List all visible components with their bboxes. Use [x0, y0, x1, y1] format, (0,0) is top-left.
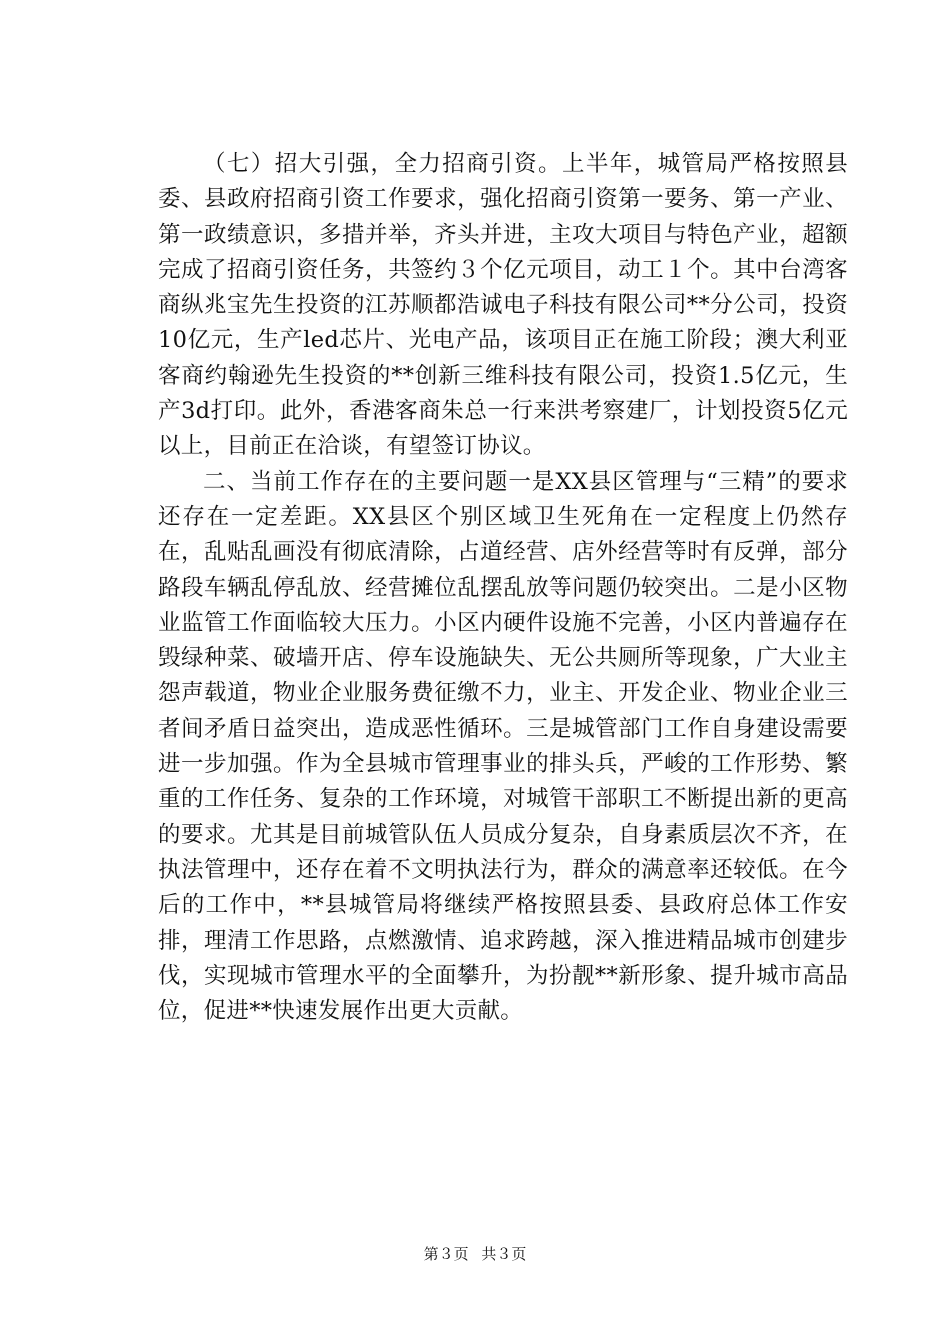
page-footer: [0, 1244, 950, 1264]
document-body: [158, 147, 848, 1029]
page-total: 共３页: [481, 1245, 527, 1263]
paragraph-main-problems: 二、当前工作存在的主要问题一是XX县区管理与“三精”的要求还存在一定差距。XX县区个别区域卫生死角在一定程度上仍然存在，乱贴乱画没有彻底清除，占道经营、店外经营等时有反弹，部分路段车辆乱停乱放、经营摊位乱摆乱放等问题仍较突出。二是小区物业监管工作面临较大压力。小区内硬件设施不完善，小区内普遍存在毁绿种菜、破墙开店、停车设施缺失、无公共厕所等现象，广大业主怨声载道，物业企业服务费征缴不力，业主、开发企业、物业企业三者间矛盾日益突出，造成恶性循环。三是城管部门工作自身建设需要进一步加强。作为全县城市管理事业的排头兵，严峻的工作形势、繁重的工作任务、复杂的工作环境，对城管干部职工不断提出新的更高的要求。尤其是目前城管队伍人员成分复杂，自身素质层次不齐，在执法管理中，还存在着不文明执法行为，群众的满意率还较低。在今后的工作中，**县城管局将继续严格按照县委、县政府总体工作安排，理清工作思路，点燃激情、追求跨越，深入推进精品城市创建步伐，实现城市管理水平的全面攀升，为扮靓**新形象、提升城市高品位，促进**快速发展作出更大贡献。: [158, 468, 848, 1025]
paragraph-investment: （七）招大引强，全力招商引资。上半年，城管局严格按照县委、县政府招商引资工作要求，强化招商引资第一要务、第一产业、第一政绩意识，多措并举，齐头并进，主攻大项目与特色产业，超额完成了招商引资任务，共签约３个亿元项目，动工１个。其中台湾客商纵兆宝先生投资的江苏顺都浩诚电子科技有限公司**分公司，投资10亿元，生产led芯片、光电产品，该项目正在施工阶段；澳大利亚客商约翰逊先生投资的**创新三维科技有限公司，投资1.5亿元，生产3d打印。此外，香港客商朱总一行来洪考察建厂，计划投资5亿元以上，目前正在洽谈，有望签订协议。: [158, 151, 848, 460]
page-number: 第３页: [423, 1245, 469, 1263]
